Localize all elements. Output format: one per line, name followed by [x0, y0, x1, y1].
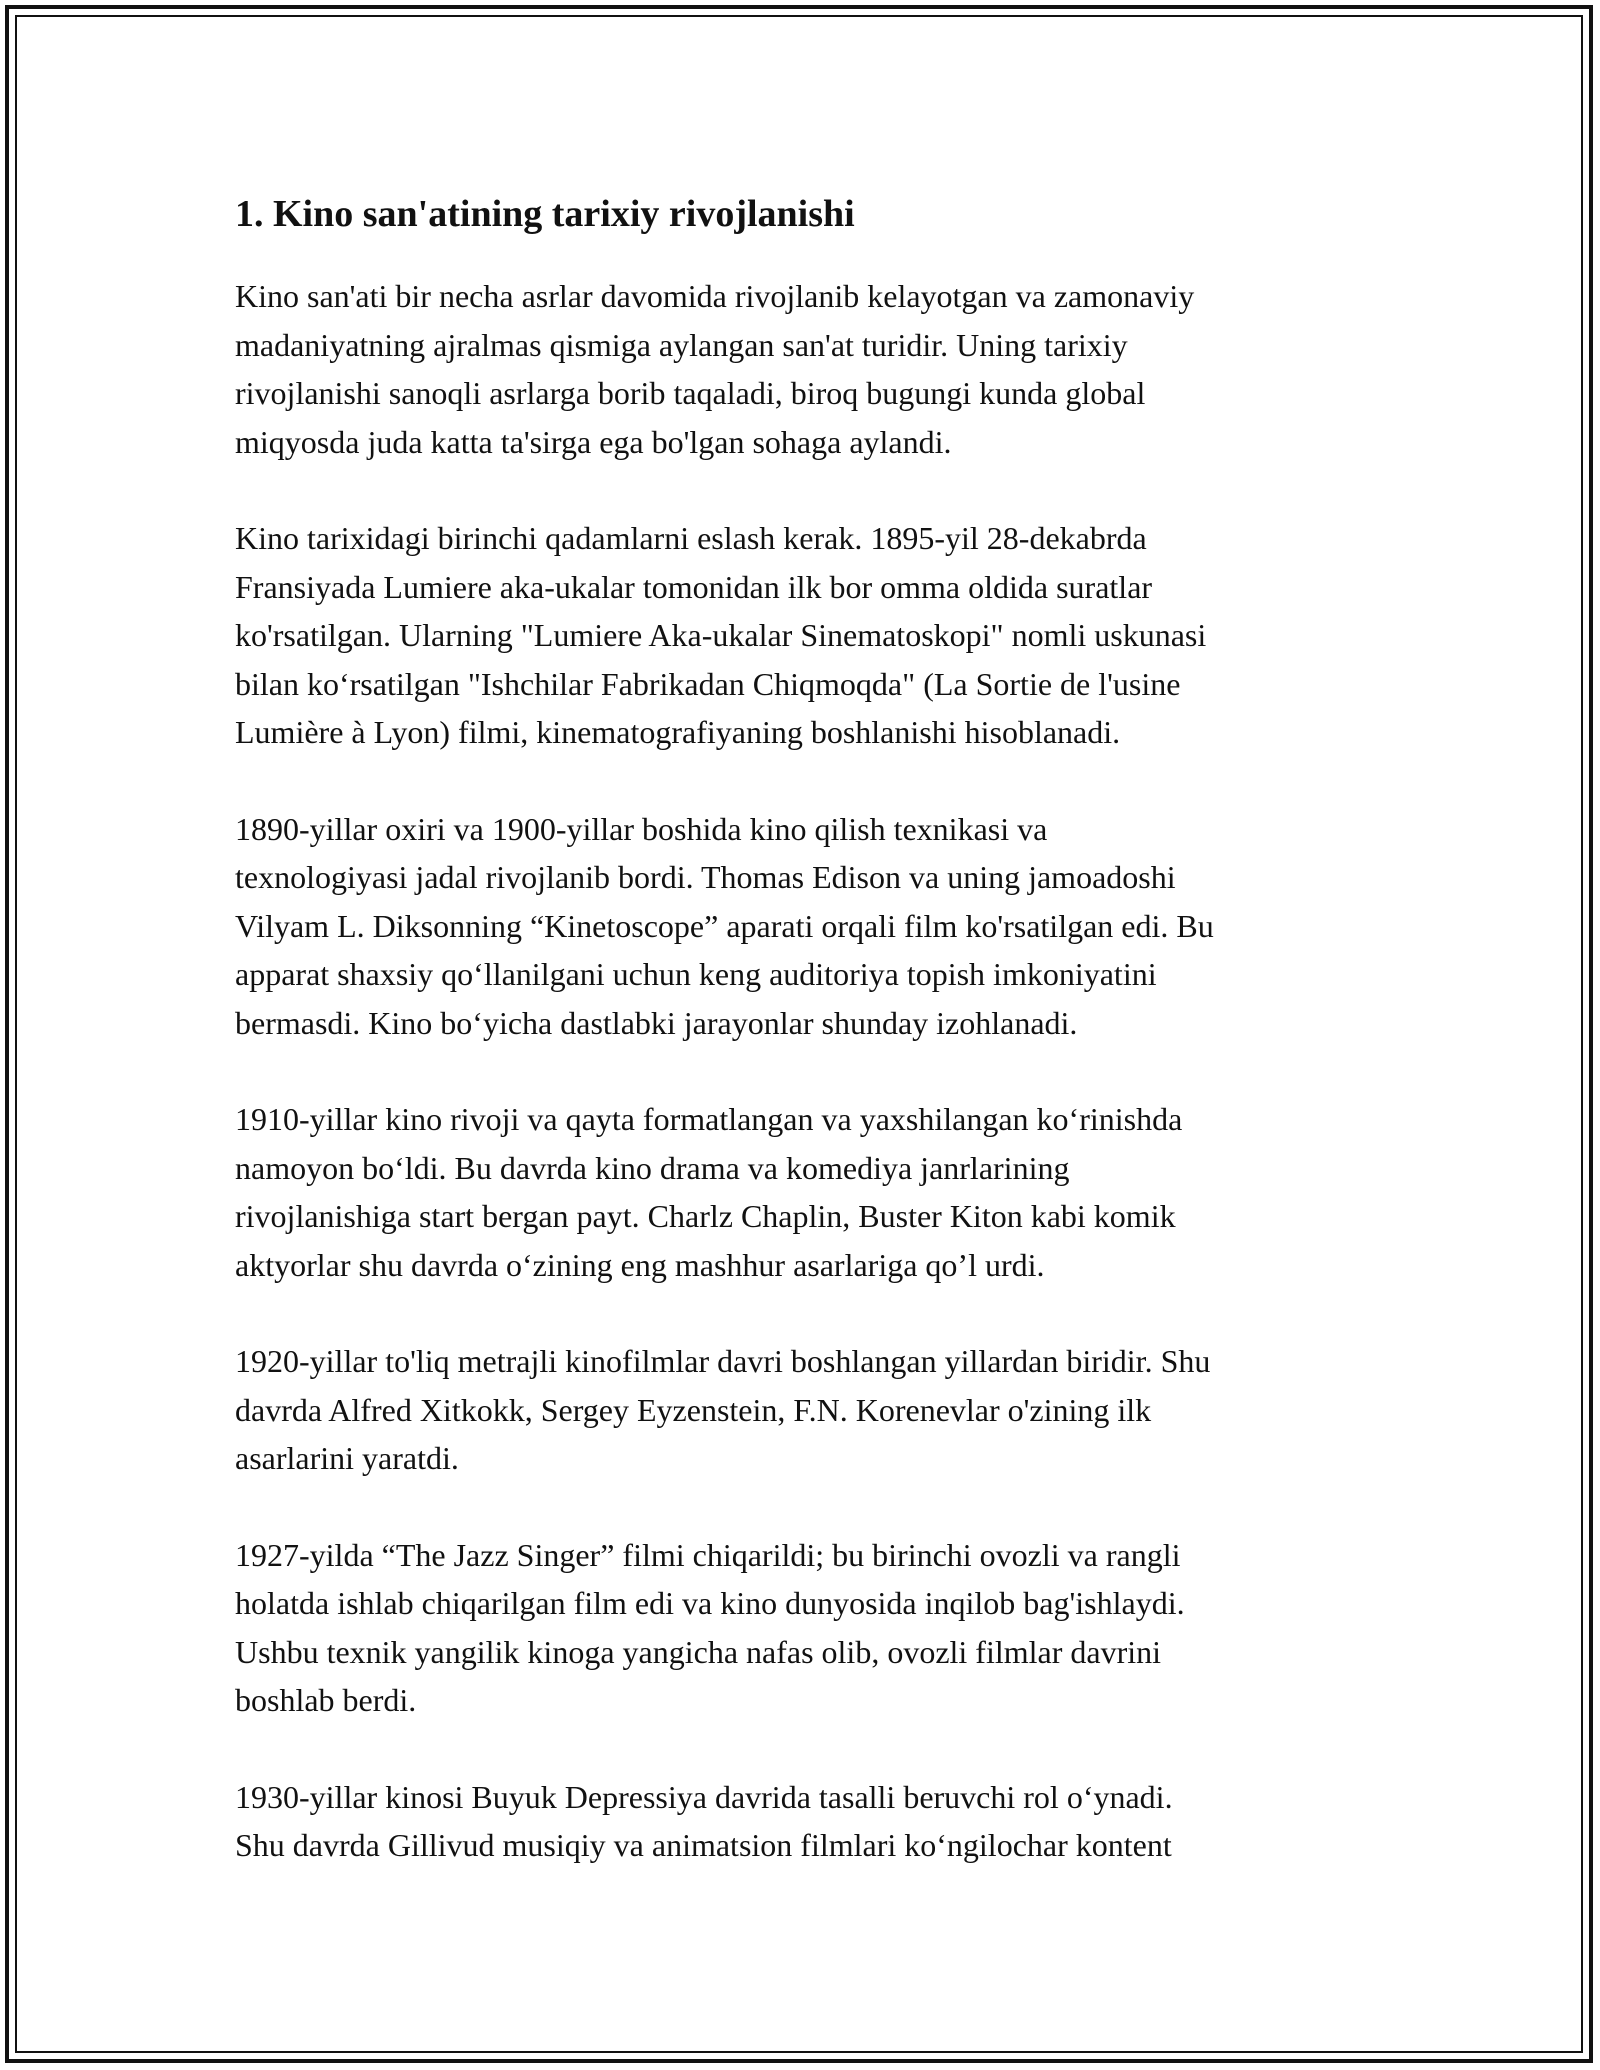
paragraph-1910s: 1910-yillar kino rivoji va qayta formatlangan va yaxshilangan ko‘rinishda namoyon bo‘ldi. Bu davrda kino drama va komediya janrlarining rivojlanishiga start bergan payt. Charlz Chaplin, Buster Kiton kabi komik aktyorlar shu davrda o‘zining eng mashhur asarlariga qo’l urdi.: [235, 1101, 1183, 1283]
paragraph-lumiere: Kino tarixidagi birinchi qadamlarni eslash kerak. 1895-yil 28-dekabrda Fransiyada Lumiere aka-ukalar tomonidan ilk bor omma oldida suratlar ko'rsatilgan. Ularning "Lumiere Aka-ukalar Sinematoskopi" nomli uskunasi bilan ko‘rsatilgan "Ishchilar Fabrikadan Chiqmoqda" (La Sortie de l'usine Lumière à Lyon) filmi, kinematografiyaning boshlanishi hisoblanadi.: [235, 520, 1207, 750]
document-body: [235, 186, 1375, 1918]
paragraph-1890s: 1890-yillar oxiri va 1900-yillar boshida kino qilish texnikasi va texnologiyasi jadal rivojlanib bordi. Thomas Edison va uning jamoadoshi Vilyam L. Diksonning “Kinetoscope” aparati orqali film ko'rsatilgan edi. Bu apparat shaxsiy qo‘llanilgani uchun keng auditoriya topish imkoniyatini bermasdi. Kino bo‘yicha dastlabki jarayonlar shunday izohlanadi.: [235, 810, 1214, 1041]
section-heading: 1. Kino san'atining tarixiy rivojlanishi: [235, 193, 855, 235]
paragraph-1927: 1927-yilda “The Jazz Singer” filmi chiqarildi; bu birinchi ovozli va rangli holatda ishlab chiqarilgan film edi va kino dunyosida inqilob bag'ishlaydi. Ushbu texnik yangilik kinoga yangicha nafas olib, ovozli filmlar davrini boshlab berdi.: [235, 1536, 1185, 1718]
paragraph-intro: Kino san'ati bir necha asrlar davomida rivojlanib kelayotgan va zamonaviy madaniyatning ajralmas qismiga aylangan san'at turidir. Uning tarixiy rivojlanishi sanoqli asrlarga borib taqaladi, biroq bugungi kunda global miqyosda juda katta ta'sirga ega bo'lgan sohaga aylandi.: [235, 278, 1195, 460]
paragraph-1920s: 1920-yillar to'liq metrajli kinofilmlar davri boshlangan yillardan biridir. Shu davrda Alfred Xitkokk, Sergey Eyzenstein, F.N. Korenevlar o'zining ilk asarlarini yaratdi.: [235, 1343, 1211, 1476]
paragraph-1930s: 1930-yillar kinosi Buyuk Depressiya davrida tasalli beruvchi rol o‘ynadi. Shu davrda Gillivud musiqiy va animatsion filmlari ko‘ngilochar kontent: [235, 1778, 1173, 1863]
